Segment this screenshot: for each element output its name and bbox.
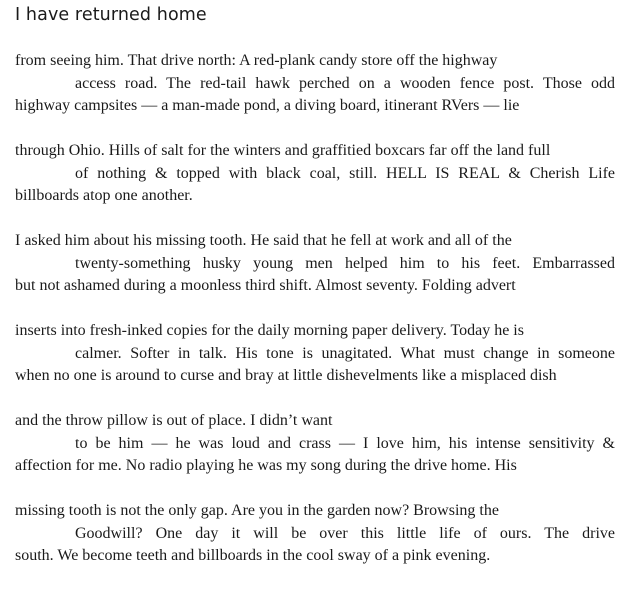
poem-line: inserts into fresh-inked copies for the daily morning paper delivery. Today he is bbox=[15, 322, 524, 339]
stanza bbox=[15, 230, 615, 298]
poem-line: when no one is around to curse and bray at little dishevelments like a misplaced dish bbox=[15, 367, 557, 384]
poem-line: and the throw pillow is out of place. I didn’t want bbox=[15, 412, 333, 429]
stanza bbox=[15, 140, 615, 208]
poem-line: billboards atop one another. bbox=[15, 187, 193, 204]
poem-line: highway campsites — a man-made pond, a diving board, itinerant RVers — lie bbox=[15, 97, 520, 114]
poem-body bbox=[15, 50, 615, 590]
poem-line: through Ohio. Hills of salt for the winters and graffitied boxcars far off the land full bbox=[15, 142, 551, 159]
poem-line-indented: to be him — he was loud and crass — I love him, his intense sensitivity & bbox=[75, 434, 615, 452]
poem-line: I asked him about his missing tooth. He said that he fell at work and all of the bbox=[15, 232, 512, 249]
poem-line-indented: calmer. Softer in talk. His tone is unagitated. What must change in someone bbox=[75, 344, 615, 362]
poem-line-indented: twenty-something husky young men helped him to his feet. Embarrassed bbox=[75, 254, 615, 272]
stanza bbox=[15, 320, 615, 388]
poem-line-indented: of nothing & topped with black coal, still. HELL IS REAL & Cherish Life bbox=[75, 164, 615, 182]
poem-line-indented: Goodwill? One day it will be over this little life of ours. The drive bbox=[75, 524, 615, 542]
stanza bbox=[15, 500, 615, 568]
poem-line: from seeing him. That drive north: A red-plank candy store off the highway bbox=[15, 52, 498, 69]
poem-line: affection for me. No radio playing he was my song during the drive home. His bbox=[15, 457, 517, 474]
poem-line: south. We become teeth and billboards in the cool sway of a pink evening. bbox=[15, 547, 491, 564]
poem-line: but not ashamed during a moonless third shift. Almost seventy. Folding advert bbox=[15, 277, 516, 294]
stanza bbox=[15, 410, 615, 478]
stanza bbox=[15, 50, 615, 118]
poem-line: missing tooth is not the only gap. Are you in the garden now? Browsing the bbox=[15, 502, 499, 519]
poem-line-indented: access road. The red-tail hawk perched on a wooden fence post. Those odd bbox=[75, 74, 615, 92]
poem-title: I have returned home bbox=[15, 5, 207, 25]
